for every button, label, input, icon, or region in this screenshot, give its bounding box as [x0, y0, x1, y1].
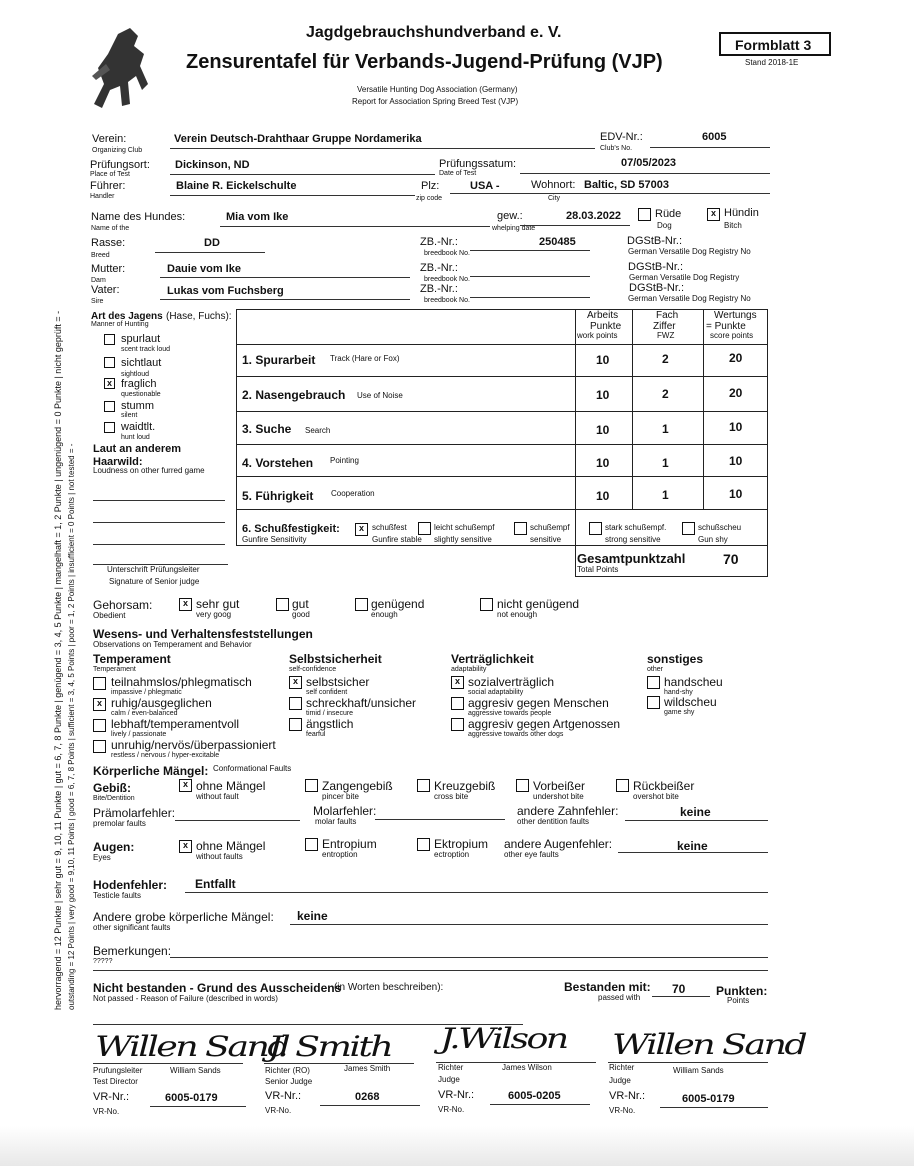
form-stand: Stand 2018-1E [745, 58, 799, 67]
schuss-label: 6. Schußfestigkeit: [242, 523, 340, 535]
gebiss-opt-label: ohne Mängel [196, 779, 266, 793]
form-title: Zensurentafel für Verbands-Jugend-Prüfung (VJP) [186, 51, 663, 73]
row-label: 1. Spurarbeit [242, 353, 316, 367]
koerper-title-sub: Conformational Faults [213, 764, 292, 773]
bestanden-value: 70 [672, 982, 686, 996]
schuss-empf-checkbox[interactable] [514, 522, 527, 535]
signature-image: J.Wilson [440, 1022, 567, 1055]
praemolar-label: Prämolarfehler: [93, 806, 176, 820]
page-edge [0, 1126, 914, 1166]
fuehrer-sub: Handler [90, 193, 115, 200]
gebiss-rueckbeisser-checkbox[interactable] [616, 779, 629, 792]
ruede-checkbox[interactable] [638, 208, 651, 221]
sig-role-sub: Senior Judge [265, 1077, 313, 1086]
temp-sub: Temperament [93, 666, 136, 673]
augen-opt-sub: entroption [322, 850, 358, 859]
temp-opt-sub: calm / even-balanced [111, 710, 178, 717]
sig-role: Richter (RO) [265, 1066, 310, 1075]
sig-vr-label: VR-Nr.: [93, 1091, 130, 1103]
vert-opt-label: aggresiv gegen Artgenossen [468, 717, 621, 731]
gehorsam-opt-sub: good [292, 610, 310, 619]
sonst-heading: sonstiges [647, 652, 704, 666]
gebiss-opt-label: Vorbeißer [533, 779, 586, 793]
th-arbeit-2: Punkte [590, 321, 622, 332]
ort-label: Prüfungsort: [90, 159, 150, 171]
mutter-sub: Dam [91, 277, 106, 284]
row-arbeit: 10 [596, 423, 610, 437]
selbst-opt-label: ängstlich [306, 717, 354, 731]
huendin-sub: Bitch [724, 221, 742, 230]
edv-sub: Club's No. [600, 145, 633, 152]
haarwild-label: Haarwild: [93, 456, 143, 468]
schuss-sub: Gunfire Sensitivity [242, 535, 307, 544]
selbst-heading: Selbstsicherheit [289, 652, 382, 666]
dgstb-sub-3: German Versatile Dog Registry No [628, 294, 751, 303]
nicht-bestanden-label-2: (in Worten beschreiben): [334, 982, 444, 993]
augen-other-value: keine [677, 839, 708, 853]
schuss-scheu-checkbox[interactable] [682, 522, 695, 535]
haarwild-sub: Loudness on other furred game [93, 466, 205, 475]
gehorsam-nicht-checkbox[interactable] [480, 598, 493, 611]
wohnort-sub: City [548, 195, 561, 202]
augen-sub: Eyes [93, 853, 111, 862]
gebiss-opt-sub: without fault [196, 792, 239, 801]
row-arbeit: 10 [596, 388, 610, 402]
sig-role: Prufungsleiter [93, 1066, 143, 1075]
temp-opt-label: ruhig/ausgeglichen [111, 696, 212, 710]
temp-opt-label: lebhaft/temperamentvoll [111, 717, 240, 731]
augen-other-sub: other eye faults [504, 850, 559, 859]
row-sub: Pointing [330, 456, 359, 465]
ort-sub: Place of Test [90, 171, 130, 178]
praemolar-sub: premolar faults [93, 819, 146, 828]
vater-value: Lukas vom Fuchsberg [167, 285, 284, 297]
jagen-waidtlt-checkbox[interactable] [104, 422, 115, 433]
temp-opt-sub: lively / passionate [111, 731, 167, 738]
schuss-opt-sub: Gunfire stable [372, 535, 422, 544]
hund-label: Name des Hundes: [91, 211, 186, 223]
vert-opt-label: sozialverträglich [468, 675, 555, 689]
edv-value: 6005 [702, 131, 727, 143]
rasse-label: Rasse: [91, 237, 126, 249]
dgstb-sub-2: German Versatile Dog Registry [629, 273, 740, 282]
row-label: 5. Führigkeit [242, 489, 314, 503]
sonst-opt-sub: game shy [664, 709, 695, 716]
punkten-label: Punkten: [716, 984, 768, 998]
row-label: 4. Vorstehen [242, 456, 314, 470]
sonst-opt-sub: hand-shy [664, 689, 693, 696]
row-fach: 2 [662, 387, 669, 401]
gebiss-zangen-checkbox[interactable] [305, 779, 318, 792]
verein-label: Verein: [92, 133, 127, 145]
schuss-opt-label: schußscheu [698, 523, 742, 532]
vert-opt-label: aggresiv gegen Menschen [468, 696, 609, 710]
subtitle-1: Versatile Hunting Dog Association (Germany) [357, 85, 518, 94]
gew-sub: whelping date [492, 225, 536, 232]
punkten-sub: Points [727, 996, 750, 1005]
jagen-sub: Manner of Hunting [91, 321, 149, 328]
gew-label: gew.: [497, 210, 523, 222]
row-wert: 10 [729, 487, 743, 501]
gebiss-opt-sub: pincer bite [322, 792, 359, 801]
score-table [236, 309, 768, 576]
temp-checkbox[interactable]: x [93, 698, 106, 711]
schuss-opt-sub: Gun shy [698, 535, 728, 544]
sig-role-sub: Judge [609, 1076, 631, 1085]
gehorsam-opt-sub: not enough [497, 610, 538, 619]
verein-sub: Organizing Club [92, 147, 143, 154]
sig-vr-label: VR-Nr.: [438, 1089, 475, 1101]
row-sub: Use of Noise [357, 391, 403, 400]
jagen-fraglich-checkbox[interactable]: x [104, 378, 115, 389]
augen-label: Augen: [93, 840, 135, 854]
temp-opt-sub: restless / nervous / hyper-excitable [111, 752, 220, 759]
gebiss-opt-sub: overshot bite [633, 792, 679, 801]
hoden-sub: Testicle faults [93, 891, 142, 900]
sig-name: William Sands [673, 1066, 724, 1075]
sig-vr-value: 0268 [355, 1091, 380, 1103]
org-name: Jagdgebrauchshundverband e. V. [306, 24, 562, 41]
selbst-opt-label: schreckhaft/unsicher [306, 696, 417, 710]
row-sub: Track (Hare or Fox) [330, 354, 400, 363]
gehorsam-label: Gehorsam: [93, 598, 153, 612]
nicht-bestanden-sub: Not passed - Reason of Failure (described in words) [93, 994, 278, 1003]
augen-opt-label: Entropium [322, 837, 377, 851]
sig-vr-label: VR-Nr.: [609, 1090, 646, 1102]
selbst-opt-sub: timid / insecure [306, 710, 354, 717]
sonst-checkbox[interactable] [647, 696, 660, 709]
mutter-label: Mutter: [91, 263, 126, 275]
verein-value: Verein Deutsch-Drahthaar Gruppe Nordamerika [174, 133, 422, 145]
zb-label-2: ZB.-Nr.: [420, 262, 458, 274]
datum-sub: Date of Test [439, 170, 477, 177]
th-wert-2: = Punkte [706, 321, 746, 332]
temp-opt-sub: impassive / phlegmatic [111, 689, 182, 696]
gehorsam-gut-checkbox[interactable] [276, 598, 289, 611]
molar-label: Molarfehler: [313, 804, 377, 818]
th-fach-3: FWZ [657, 331, 675, 340]
dgstb-label: DGStB-Nr.: [627, 235, 683, 247]
row-arbeit: 10 [596, 353, 610, 367]
th-wert: Wertungs [714, 310, 757, 321]
sig-vr-sub: VR-No. [609, 1106, 636, 1115]
selbst-opt-sub: self confident [306, 689, 348, 696]
temp-checkbox[interactable] [93, 677, 106, 690]
th-wert-3: score points [710, 331, 754, 340]
rasse-value: DD [204, 237, 220, 249]
schuss-opt-sub: slightly sensitive [434, 535, 492, 544]
judge-sign-sub: Signature of Senior judge [109, 577, 200, 586]
plz-sub: zip code [416, 195, 443, 202]
plz-value: USA - [470, 180, 500, 192]
jagen-sichtlaut-checkbox[interactable] [104, 357, 115, 368]
zb-label-3: ZB.-Nr.: [420, 283, 458, 295]
gehorsam-opt-label: genügend [371, 597, 425, 611]
th-fach: Fach [656, 310, 679, 321]
zb-value: 250485 [539, 236, 576, 248]
signature-image: Willen Sand [612, 1028, 806, 1061]
ruede-sub: Dog [657, 221, 672, 230]
row-fach: 1 [662, 488, 669, 502]
schuss-fest-checkbox[interactable]: x [355, 523, 368, 536]
augen-opt-label: ohne Mängel [196, 839, 266, 853]
jagen-item-label: fraglich [121, 378, 157, 390]
wohnort-label: Wohnort: [531, 179, 576, 191]
bemerk-label: Bemerkungen: [93, 944, 172, 958]
sig-name: James Smith [344, 1064, 391, 1073]
dog-logo-icon [88, 24, 158, 114]
hund-value: Mia vom Ike [226, 211, 289, 223]
augen-ohne-checkbox[interactable]: x [179, 840, 192, 853]
row-wert: 10 [729, 454, 743, 468]
zb-label: ZB.-Nr.: [420, 236, 458, 248]
gebiss-label: Gebiß: [93, 781, 131, 795]
jagen-label: Art des Jagens [91, 311, 163, 322]
gebiss-opt-label: Kreuzgebiß [434, 779, 496, 793]
gebiss-opt-label: Zangengebiß [322, 779, 393, 793]
huendin-label: Hündin [724, 207, 759, 219]
temp-checkbox[interactable] [93, 719, 106, 732]
row-label: 3. Suche [242, 422, 292, 436]
form-number: Formblatt 3 [735, 37, 812, 53]
zb-sub: breedbook No. [424, 250, 470, 257]
temp-opt-label: unruhig/nervös/überpassioniert [111, 738, 276, 752]
gesamt-value: 70 [723, 551, 739, 567]
vert-checkbox[interactable] [451, 718, 464, 731]
sonst-opt-label: wildscheu [664, 695, 717, 709]
dgstb-label-2: DGStB-Nr.: [628, 261, 684, 273]
gebiss-opt-sub: undershot bite [533, 792, 584, 801]
vert-opt-sub: social adaptability [468, 689, 524, 696]
dgstb-label-3: DGStB-Nr.: [629, 282, 685, 294]
gebiss-opt-label: Rückbeißer [633, 779, 695, 793]
hoden-value: Entfallt [195, 877, 236, 891]
form-number-box [719, 32, 831, 56]
th-arbeit: Arbeits [587, 310, 619, 321]
row-label: 2. Nasengebrauch [242, 388, 346, 402]
augen-entropium-checkbox[interactable] [305, 838, 318, 851]
vert-sub: adaptability [451, 666, 487, 673]
selbst-sub: self-confidence [289, 666, 337, 673]
zahn-sub: other dentition faults [517, 817, 590, 826]
zahn-label: andere Zahnfehler: [517, 804, 619, 818]
gehorsam-opt-label: gut [292, 597, 309, 611]
sig-vr-sub: VR-No. [265, 1106, 292, 1115]
temp-heading: Temperament [93, 652, 171, 666]
sonst-checkbox[interactable] [647, 676, 660, 689]
wesen-sub: Observations on Temperament and Behavior [93, 640, 252, 649]
signature-image: J. Smith [268, 1030, 392, 1063]
schuss-opt-label: schußempf [530, 523, 570, 532]
gesamt-label: Gesamtpunktzahl [577, 551, 686, 566]
zb-sub-3: breedbook No. [424, 297, 470, 304]
sig-name: James Wilson [502, 1063, 552, 1072]
bestanden-sub: passed with [598, 993, 641, 1002]
jagen-item-label: sichtlaut [121, 357, 162, 369]
augen-opt-label: Ektropium [434, 837, 489, 851]
row-arbeit: 10 [596, 456, 610, 470]
sig-role: Richter [438, 1063, 464, 1072]
sig-role: Richter [609, 1063, 635, 1072]
plz-label: Plz: [421, 180, 440, 192]
side-scale-de: hervorragend = 12 Punkte | sehr gut = 9, 10, 11 Punkte | gut = 6, 7, 8 Punkte | genügend = 3, 4, 5 Punkte | mangelhaft = 1, 2 Punkte | ungenügend = 0 Punkte | nicht geprüft = - [53, 310, 63, 1010]
schuss-opt-sub: strong sensitive [605, 535, 661, 544]
schuss-opt-label: stark schußempf. [605, 523, 667, 532]
bemerk-sub: ????? [93, 958, 113, 965]
gehorsam-opt-label: sehr gut [196, 597, 240, 611]
huendin-checkbox[interactable]: x [707, 208, 720, 221]
augen-ektropium-checkbox[interactable] [417, 838, 430, 851]
schuss-opt-sub: sensitive [530, 535, 562, 544]
hoden-label: Hodenfehler: [93, 878, 168, 892]
gehorsam-opt-label: nicht genügend [497, 597, 580, 611]
hund-sub: Name of the [91, 225, 130, 232]
vert-checkbox[interactable]: x [451, 676, 464, 689]
selbst-opt-label: selbstsicher [306, 675, 370, 689]
gehorsam-opt-sub: very goog [196, 610, 232, 619]
gehorsam-opt-sub: enough [371, 610, 398, 619]
subtitle-2: Report for Association Spring Breed Test (VJP) [352, 97, 519, 106]
row-fach: 1 [662, 456, 669, 470]
gebiss-kreuz-checkbox[interactable] [417, 779, 430, 792]
sig-vr-sub: VR-No. [93, 1107, 120, 1116]
koerper-title: Körperliche Mängel: [93, 764, 209, 778]
vert-checkbox[interactable] [451, 697, 464, 710]
vater-label: Vater: [91, 284, 120, 296]
row-fach: 2 [662, 352, 669, 366]
sig-vr-value: 6005-0205 [508, 1090, 561, 1102]
gesamt-sub: Total Points [577, 565, 619, 574]
vert-heading: Verträglichkeit [451, 652, 534, 666]
wohnort-value: Baltic, SD 57003 [584, 179, 669, 191]
jagen-label-2: (Hase, Fuchs): [166, 311, 232, 322]
sig-role-sub: Judge [438, 1075, 460, 1084]
vater-sub: Sire [91, 298, 104, 305]
schuss-leicht-checkbox[interactable] [418, 522, 431, 535]
th-fach-2: Ziffer [653, 321, 676, 332]
gew-value: 28.03.2022 [566, 210, 622, 222]
temp-opt-label: teilnahmslos/phlegmatisch [111, 675, 252, 689]
row-wert: 10 [729, 420, 743, 434]
jagen-item-sub: silent [121, 412, 138, 419]
augen-opt-sub: without faults [196, 852, 243, 861]
sig-vr-sub: VR-No. [438, 1105, 465, 1114]
signature-image: Willen Sand [95, 1030, 289, 1063]
gebiss-vorbeisser-checkbox[interactable] [516, 779, 529, 792]
row-wert: 20 [729, 351, 743, 365]
selbst-checkbox[interactable] [289, 697, 302, 710]
zb-sub-2: breedbook No. [424, 276, 470, 283]
jagen-spurlaut-checkbox[interactable] [104, 334, 115, 345]
gebiss-opt-sub: cross bite [434, 792, 469, 801]
augen-other-label: andere Augenfehler: [504, 837, 613, 851]
judge-sign-label: Unterschrift Prüfungsleiter [107, 565, 200, 574]
zahn-value: keine [680, 805, 711, 819]
laut-label: Laut an anderem [93, 443, 182, 455]
schuss-stark-checkbox[interactable] [589, 522, 602, 535]
fuehrer-label: Führer: [90, 180, 126, 192]
ruede-label: Rüde [655, 208, 682, 220]
sig-vr-label: VR-Nr.: [265, 1090, 302, 1102]
jagen-stumm-checkbox[interactable] [104, 401, 115, 412]
jagen-item-label: spurlaut [121, 333, 161, 345]
wesen-title: Wesens- und Verhaltensfeststellungen [93, 627, 313, 641]
dgstb-sub: German Versatile Dog Registry No [628, 247, 751, 256]
sonst-opt-label: handscheu [664, 675, 723, 689]
mutter-value: Dauie vom Ike [167, 263, 241, 275]
bestanden-label: Bestanden mit: [564, 980, 651, 994]
datum-label: Prüfungssatum: [439, 158, 517, 170]
sonst-sub: other [647, 666, 663, 673]
jagen-item-sub: hunt loud [121, 434, 150, 441]
temp-checkbox[interactable] [93, 740, 106, 753]
row-sub: Cooperation [331, 489, 375, 498]
schuss-opt-label: leicht schußempf [434, 523, 495, 532]
gebiss-sub: Bite/Dentition [93, 795, 135, 802]
side-scale-en: outstanding = 12 Points | very good = 9,10, 11 Points | good = 6, 7, 8 Points | sufficient = 3, 4, 5 Points | poor = 1, 2 Points | insufficient = 0 Points | not tested = - [67, 443, 76, 1010]
sig-role-sub: Test Director [93, 1077, 138, 1086]
gehorsam-sub: Obedient [93, 611, 126, 620]
augen-opt-sub: ectroption [434, 850, 470, 859]
row-wert: 20 [729, 386, 743, 400]
gehorsam-sehrgut-checkbox[interactable]: x [179, 598, 192, 611]
jagen-item-sub: questionable [121, 391, 161, 398]
rasse-sub: Breed [91, 252, 110, 259]
jagen-item-sub: sightloud [121, 371, 150, 378]
grobe-value: keine [297, 909, 328, 923]
sig-vr-value: 6005-0179 [682, 1093, 735, 1105]
selbst-checkbox[interactable]: x [289, 676, 302, 689]
fuehrer-value: Blaine R. Eickelschulte [176, 180, 297, 192]
row-arbeit: 10 [596, 489, 610, 503]
th-arbeit-3: work points [577, 331, 618, 340]
jagen-item-sub: scent track loud [121, 346, 171, 353]
row-fach: 1 [662, 422, 669, 436]
vert-opt-sub: aggressive towards people [468, 710, 552, 717]
gebiss-ohne-checkbox[interactable]: x [179, 779, 192, 792]
gehorsam-genuegend-checkbox[interactable] [355, 598, 368, 611]
molar-sub: molar faults [315, 817, 357, 826]
grobe-sub: other significant faults [93, 923, 171, 932]
row-sub: Search [305, 426, 331, 435]
ort-value: Dickinson, ND [175, 159, 250, 171]
vert-opt-sub: aggressive towards other dogs [468, 731, 564, 738]
selbst-opt-sub: fearful [306, 731, 326, 738]
nicht-bestanden-label: Nicht bestanden - Grund des Ausscheidens [93, 981, 342, 995]
sig-name: William Sands [170, 1066, 221, 1075]
jagen-item-label: stumm [121, 400, 154, 412]
jagen-item-label: waidtlt. [121, 421, 156, 433]
edv-label: EDV-Nr.: [600, 131, 643, 143]
selbst-checkbox[interactable] [289, 718, 302, 731]
schuss-opt-label: schußfest [372, 523, 407, 532]
sig-vr-value: 6005-0179 [165, 1092, 218, 1104]
datum-value: 07/05/2023 [621, 157, 677, 169]
grobe-label: Andere grobe körperliche Mängel: [93, 910, 274, 924]
